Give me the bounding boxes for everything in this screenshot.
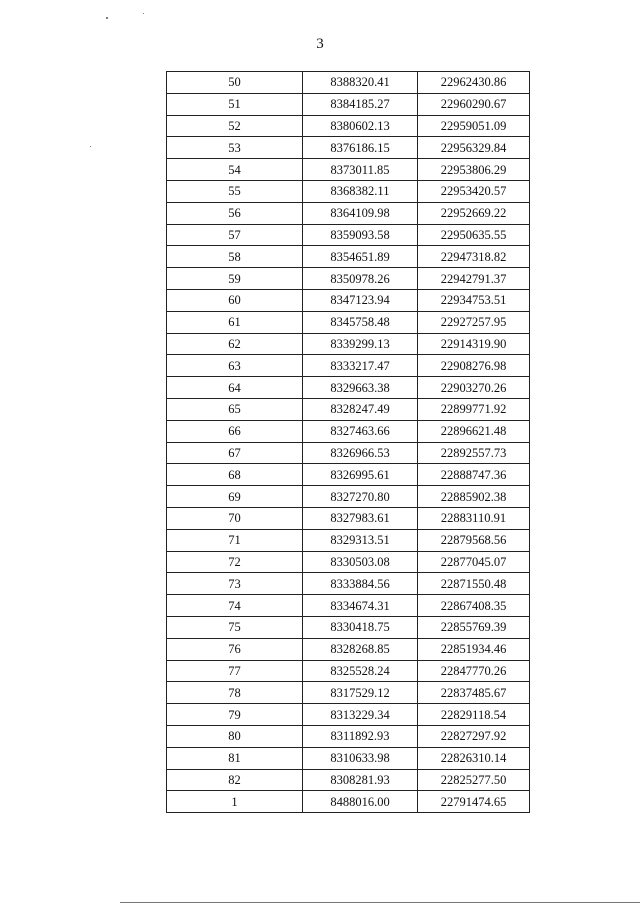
x-coordinate-cell: 8328268.85 xyxy=(303,638,418,660)
table-row xyxy=(167,529,530,551)
table-row xyxy=(167,93,530,115)
y-coordinate-cell: 22959051.09 xyxy=(418,115,530,137)
point-number-cell: 64 xyxy=(167,377,303,399)
table-row xyxy=(167,725,530,747)
x-coordinate-cell: 8313229.34 xyxy=(303,704,418,726)
table-row xyxy=(167,420,530,442)
table-row xyxy=(167,355,530,377)
point-number-cell: 53 xyxy=(167,137,303,159)
point-number-cell: 50 xyxy=(167,72,303,94)
x-coordinate-cell: 8333884.56 xyxy=(303,573,418,595)
point-number-cell: 60 xyxy=(167,289,303,311)
point-number-cell: 55 xyxy=(167,180,303,202)
table-row xyxy=(167,333,530,355)
x-coordinate-cell: 8328247.49 xyxy=(303,398,418,420)
x-coordinate-cell: 8325528.24 xyxy=(303,660,418,682)
point-number-cell: 58 xyxy=(167,246,303,268)
y-coordinate-cell: 22847770.26 xyxy=(418,660,530,682)
y-coordinate-cell: 22885902.38 xyxy=(418,486,530,508)
table-row xyxy=(167,486,530,508)
x-coordinate-cell: 8359093.58 xyxy=(303,224,418,246)
table-row xyxy=(167,72,530,94)
point-number-cell: 70 xyxy=(167,507,303,529)
x-coordinate-cell: 8317529.12 xyxy=(303,682,418,704)
point-number-cell: 73 xyxy=(167,573,303,595)
y-coordinate-cell: 22947318.82 xyxy=(418,246,530,268)
table-row xyxy=(167,704,530,726)
table-row xyxy=(167,442,530,464)
x-coordinate-cell: 8384185.27 xyxy=(303,93,418,115)
table-row xyxy=(167,115,530,137)
table-row xyxy=(167,268,530,290)
table-row xyxy=(167,507,530,529)
table-row xyxy=(167,289,530,311)
coordinates-table xyxy=(166,71,530,813)
y-coordinate-cell: 22879568.56 xyxy=(418,529,530,551)
scan-speck xyxy=(143,13,144,14)
table-row xyxy=(167,682,530,704)
x-coordinate-cell: 8326966.53 xyxy=(303,442,418,464)
table-row xyxy=(167,595,530,617)
point-number-cell: 80 xyxy=(167,725,303,747)
x-coordinate-cell: 8376186.15 xyxy=(303,137,418,159)
y-coordinate-cell: 22956329.84 xyxy=(418,137,530,159)
point-number-cell: 51 xyxy=(167,93,303,115)
table-row xyxy=(167,616,530,638)
x-coordinate-cell: 8326995.61 xyxy=(303,464,418,486)
x-coordinate-cell: 8330418.75 xyxy=(303,616,418,638)
y-coordinate-cell: 22950635.55 xyxy=(418,224,530,246)
y-coordinate-cell: 22953806.29 xyxy=(418,159,530,181)
y-coordinate-cell: 22934753.51 xyxy=(418,289,530,311)
x-coordinate-cell: 8488016.00 xyxy=(303,791,418,813)
y-coordinate-cell: 22829118.54 xyxy=(418,704,530,726)
y-coordinate-cell: 22855769.39 xyxy=(418,616,530,638)
scan-speck xyxy=(106,17,108,19)
table-row xyxy=(167,159,530,181)
point-number-cell: 81 xyxy=(167,747,303,769)
point-number-cell: 82 xyxy=(167,769,303,791)
table-row xyxy=(167,551,530,573)
x-coordinate-cell: 8311892.93 xyxy=(303,725,418,747)
point-number-cell: 75 xyxy=(167,616,303,638)
y-coordinate-cell: 22896621.48 xyxy=(418,420,530,442)
y-coordinate-cell: 22825277.50 xyxy=(418,769,530,791)
x-coordinate-cell: 8327463.66 xyxy=(303,420,418,442)
point-number-cell: 1 xyxy=(167,791,303,813)
x-coordinate-cell: 8368382.11 xyxy=(303,180,418,202)
y-coordinate-cell: 22837485.67 xyxy=(418,682,530,704)
y-coordinate-cell: 22871550.48 xyxy=(418,573,530,595)
x-coordinate-cell: 8347123.94 xyxy=(303,289,418,311)
y-coordinate-cell: 22953420.57 xyxy=(418,180,530,202)
y-coordinate-cell: 22960290.67 xyxy=(418,93,530,115)
table-row xyxy=(167,398,530,420)
point-number-cell: 62 xyxy=(167,333,303,355)
point-number-cell: 68 xyxy=(167,464,303,486)
table-row xyxy=(167,638,530,660)
point-number-cell: 72 xyxy=(167,551,303,573)
coordinates-table-body xyxy=(167,72,530,813)
y-coordinate-cell: 22899771.92 xyxy=(418,398,530,420)
table-row xyxy=(167,202,530,224)
x-coordinate-cell: 8308281.93 xyxy=(303,769,418,791)
point-number-cell: 77 xyxy=(167,660,303,682)
point-number-cell: 61 xyxy=(167,311,303,333)
point-number-cell: 79 xyxy=(167,704,303,726)
y-coordinate-cell: 22791474.65 xyxy=(418,791,530,813)
y-coordinate-cell: 22877045.07 xyxy=(418,551,530,573)
x-coordinate-cell: 8373011.85 xyxy=(303,159,418,181)
x-coordinate-cell: 8345758.48 xyxy=(303,311,418,333)
y-coordinate-cell: 22888747.36 xyxy=(418,464,530,486)
y-coordinate-cell: 22883110.91 xyxy=(418,507,530,529)
y-coordinate-cell: 22952669.22 xyxy=(418,202,530,224)
page-number: 3 xyxy=(316,36,324,52)
x-coordinate-cell: 8329313.51 xyxy=(303,529,418,551)
y-coordinate-cell: 22867408.35 xyxy=(418,595,530,617)
table-row xyxy=(167,246,530,268)
point-number-cell: 52 xyxy=(167,115,303,137)
x-coordinate-cell: 8350978.26 xyxy=(303,268,418,290)
point-number-cell: 65 xyxy=(167,398,303,420)
point-number-cell: 78 xyxy=(167,682,303,704)
x-coordinate-cell: 8364109.98 xyxy=(303,202,418,224)
y-coordinate-cell: 22827297.92 xyxy=(418,725,530,747)
table-row xyxy=(167,224,530,246)
x-coordinate-cell: 8310633.98 xyxy=(303,747,418,769)
y-coordinate-cell: 22892557.73 xyxy=(418,442,530,464)
y-coordinate-cell: 22826310.14 xyxy=(418,747,530,769)
x-coordinate-cell: 8354651.89 xyxy=(303,246,418,268)
point-number-cell: 63 xyxy=(167,355,303,377)
table-row xyxy=(167,769,530,791)
y-coordinate-cell: 22927257.95 xyxy=(418,311,530,333)
point-number-cell: 56 xyxy=(167,202,303,224)
point-number-cell: 57 xyxy=(167,224,303,246)
y-coordinate-cell: 22851934.46 xyxy=(418,638,530,660)
y-coordinate-cell: 22914319.90 xyxy=(418,333,530,355)
x-coordinate-cell: 8388320.41 xyxy=(303,72,418,94)
point-number-cell: 69 xyxy=(167,486,303,508)
point-number-cell: 54 xyxy=(167,159,303,181)
point-number-cell: 71 xyxy=(167,529,303,551)
x-coordinate-cell: 8339299.13 xyxy=(303,333,418,355)
x-coordinate-cell: 8333217.47 xyxy=(303,355,418,377)
table-row xyxy=(167,464,530,486)
table-row xyxy=(167,660,530,682)
table-row xyxy=(167,180,530,202)
y-coordinate-cell: 22903270.26 xyxy=(418,377,530,399)
y-coordinate-cell: 22942791.37 xyxy=(418,268,530,290)
x-coordinate-cell: 8330503.08 xyxy=(303,551,418,573)
table-row xyxy=(167,311,530,333)
x-coordinate-cell: 8327270.80 xyxy=(303,486,418,508)
point-number-cell: 59 xyxy=(167,268,303,290)
x-coordinate-cell: 8327983.61 xyxy=(303,507,418,529)
point-number-cell: 74 xyxy=(167,595,303,617)
table-row xyxy=(167,791,530,813)
y-coordinate-cell: 22908276.98 xyxy=(418,355,530,377)
point-number-cell: 66 xyxy=(167,420,303,442)
table-row xyxy=(167,137,530,159)
x-coordinate-cell: 8334674.31 xyxy=(303,595,418,617)
x-coordinate-cell: 8329663.38 xyxy=(303,377,418,399)
table-row xyxy=(167,377,530,399)
x-coordinate-cell: 8380602.13 xyxy=(303,115,418,137)
point-number-cell: 67 xyxy=(167,442,303,464)
point-number-cell: 76 xyxy=(167,638,303,660)
bottom-rule xyxy=(120,902,640,903)
table-row xyxy=(167,747,530,769)
table-row xyxy=(167,573,530,595)
scan-speck xyxy=(90,146,91,147)
y-coordinate-cell: 22962430.86 xyxy=(418,72,530,94)
